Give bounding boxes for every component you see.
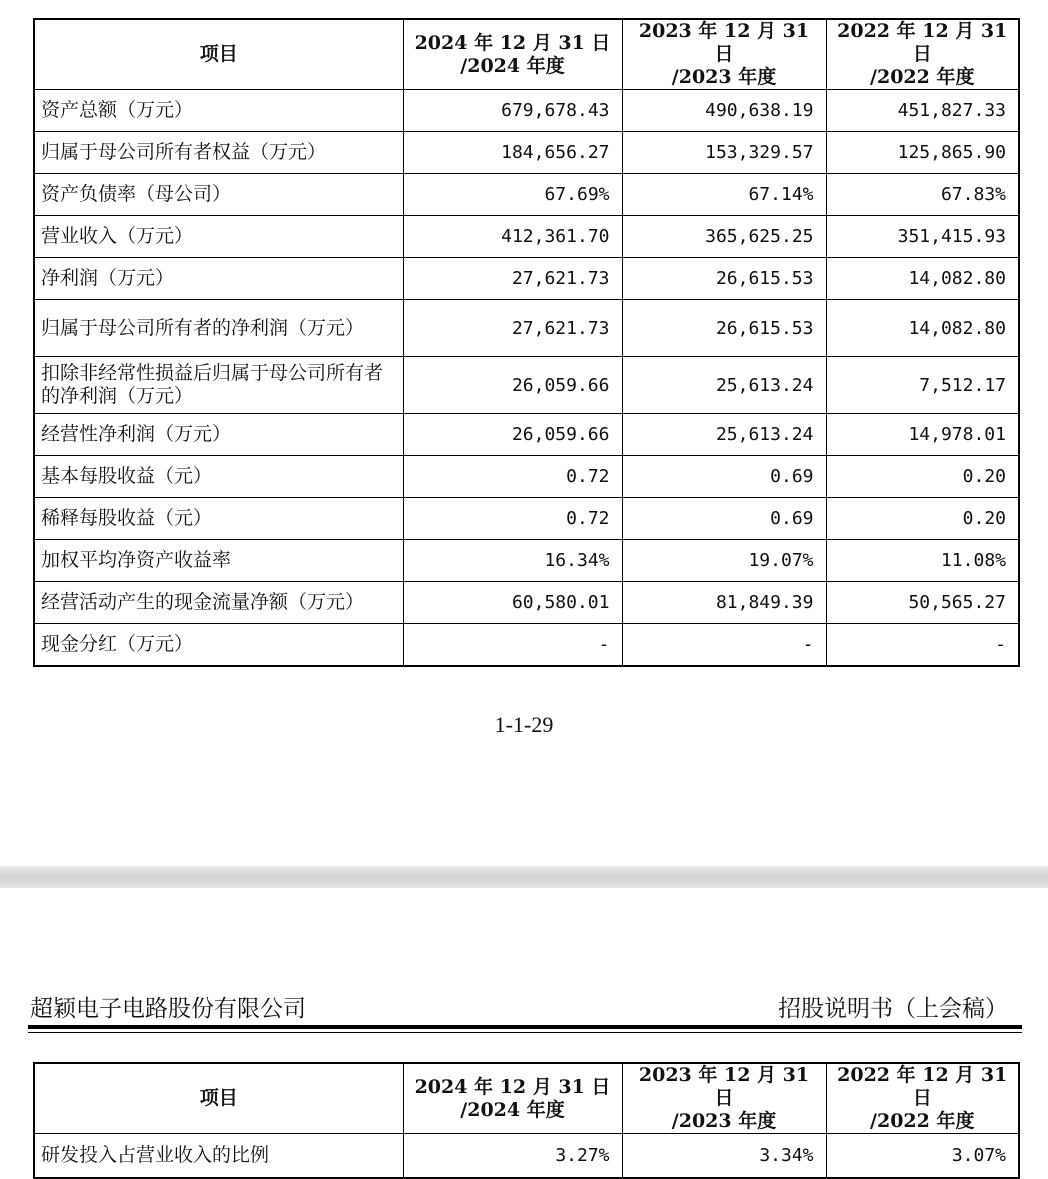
table-row bbox=[34, 300, 1019, 357]
header-item: 项目 bbox=[34, 19, 403, 90]
financial-table-main bbox=[33, 18, 1020, 667]
page-number: 1-1-29 bbox=[494, 712, 554, 737]
value-2022: 7,512.17 bbox=[826, 357, 1019, 414]
value-2022: 11.08% bbox=[826, 540, 1019, 582]
value-2024: 3.27% bbox=[403, 1134, 622, 1178]
table-row bbox=[34, 456, 1019, 498]
value-2022: 67.83% bbox=[826, 174, 1019, 216]
row-label: 资产负债率（母公司） bbox=[34, 174, 403, 216]
row-label: 资产总额（万元） bbox=[34, 90, 403, 132]
value-2024: 0.72 bbox=[403, 456, 622, 498]
value-2022: 0.20 bbox=[826, 456, 1019, 498]
value-2022: 50,565.27 bbox=[826, 582, 1019, 624]
header-2024: 2024 年 12 月 31 日 /2024 年度 bbox=[403, 1063, 622, 1134]
value-2022: 3.07% bbox=[826, 1134, 1019, 1178]
value-2022: 125,865.90 bbox=[826, 132, 1019, 174]
page-separator bbox=[0, 866, 1048, 888]
row-label: 研发投入占营业收入的比例 bbox=[34, 1134, 403, 1178]
value-2022: 0.20 bbox=[826, 498, 1019, 540]
row-label: 基本每股收益（元） bbox=[34, 456, 403, 498]
value-2022: 14,082.80 bbox=[826, 258, 1019, 300]
header-2023: 2023 年 12 月 31 日 /2023 年度 bbox=[622, 1063, 826, 1134]
value-2024: 60,580.01 bbox=[403, 582, 622, 624]
table-row bbox=[34, 90, 1019, 132]
value-2022: 451,827.33 bbox=[826, 90, 1019, 132]
table-row bbox=[34, 498, 1019, 540]
value-2024: 0.72 bbox=[403, 498, 622, 540]
value-2023: 67.14% bbox=[622, 174, 826, 216]
value-2024: 27,621.73 bbox=[403, 300, 622, 357]
value-2024: 67.69% bbox=[403, 174, 622, 216]
value-2024: 679,678.43 bbox=[403, 90, 622, 132]
value-2022: 14,082.80 bbox=[826, 300, 1019, 357]
table-row bbox=[34, 414, 1019, 456]
header-rule bbox=[28, 1025, 1022, 1029]
table-row bbox=[34, 624, 1019, 666]
row-label: 归属于母公司所有者权益（万元） bbox=[34, 132, 403, 174]
row-label: 净利润（万元） bbox=[34, 258, 403, 300]
value-2023: 26,615.53 bbox=[622, 258, 826, 300]
value-2024: 27,621.73 bbox=[403, 258, 622, 300]
value-2024: - bbox=[403, 624, 622, 666]
row-label: 营业收入（万元） bbox=[34, 216, 403, 258]
table-row bbox=[34, 132, 1019, 174]
value-2024: 184,656.27 bbox=[403, 132, 622, 174]
header-2024: 2024 年 12 月 31 日 /2024 年度 bbox=[403, 19, 622, 90]
header-rule-thin bbox=[28, 1032, 1022, 1033]
value-2023: 3.34% bbox=[622, 1134, 826, 1178]
table-row bbox=[34, 582, 1019, 624]
row-label: 经营活动产生的现金流量净额（万元） bbox=[34, 582, 403, 624]
value-2023: 25,613.24 bbox=[622, 414, 826, 456]
value-2023: 490,638.19 bbox=[622, 90, 826, 132]
value-2024: 16.34% bbox=[403, 540, 622, 582]
value-2023: 365,625.25 bbox=[622, 216, 826, 258]
value-2022: 351,415.93 bbox=[826, 216, 1019, 258]
value-2023: 26,615.53 bbox=[622, 300, 826, 357]
table-row bbox=[34, 540, 1019, 582]
value-2023: 0.69 bbox=[622, 456, 826, 498]
table-row bbox=[34, 1134, 1019, 1178]
table-header-row bbox=[34, 19, 1019, 90]
row-label: 加权平均净资产收益率 bbox=[34, 540, 403, 582]
value-2023: 153,329.57 bbox=[622, 132, 826, 174]
value-2024: 412,361.70 bbox=[403, 216, 622, 258]
row-label: 归属于母公司所有者的净利润（万元） bbox=[34, 300, 403, 357]
table-header-row bbox=[34, 1063, 1019, 1134]
header-2022: 2022 年 12 月 31 日 /2022 年度 bbox=[826, 1063, 1019, 1134]
financial-table-continued bbox=[33, 1062, 1020, 1179]
row-label: 现金分红（万元） bbox=[34, 624, 403, 666]
table-row bbox=[34, 174, 1019, 216]
header-2023: 2023 年 12 月 31 日 /2023 年度 bbox=[622, 19, 826, 90]
value-2024: 26,059.66 bbox=[403, 357, 622, 414]
document-type: 招股说明书（上会稿） bbox=[778, 996, 1008, 1022]
table-row bbox=[34, 357, 1019, 414]
value-2024: 26,059.66 bbox=[403, 414, 622, 456]
table-row bbox=[34, 258, 1019, 300]
company-name: 超颖电子电路股份有限公司 bbox=[30, 996, 306, 1022]
value-2023: - bbox=[622, 624, 826, 666]
header-2022: 2022 年 12 月 31 日 /2022 年度 bbox=[826, 19, 1019, 90]
row-label: 稀释每股收益（元） bbox=[34, 498, 403, 540]
header-item: 项目 bbox=[34, 1063, 403, 1134]
value-2022: - bbox=[826, 624, 1019, 666]
row-label: 扣除非经常性损益后归属于母公司所有者的净利润（万元） bbox=[34, 357, 403, 414]
value-2022: 14,978.01 bbox=[826, 414, 1019, 456]
value-2023: 0.69 bbox=[622, 498, 826, 540]
table-row bbox=[34, 216, 1019, 258]
row-label: 经营性净利润（万元） bbox=[34, 414, 403, 456]
value-2023: 19.07% bbox=[622, 540, 826, 582]
value-2023: 81,849.39 bbox=[622, 582, 826, 624]
value-2023: 25,613.24 bbox=[622, 357, 826, 414]
